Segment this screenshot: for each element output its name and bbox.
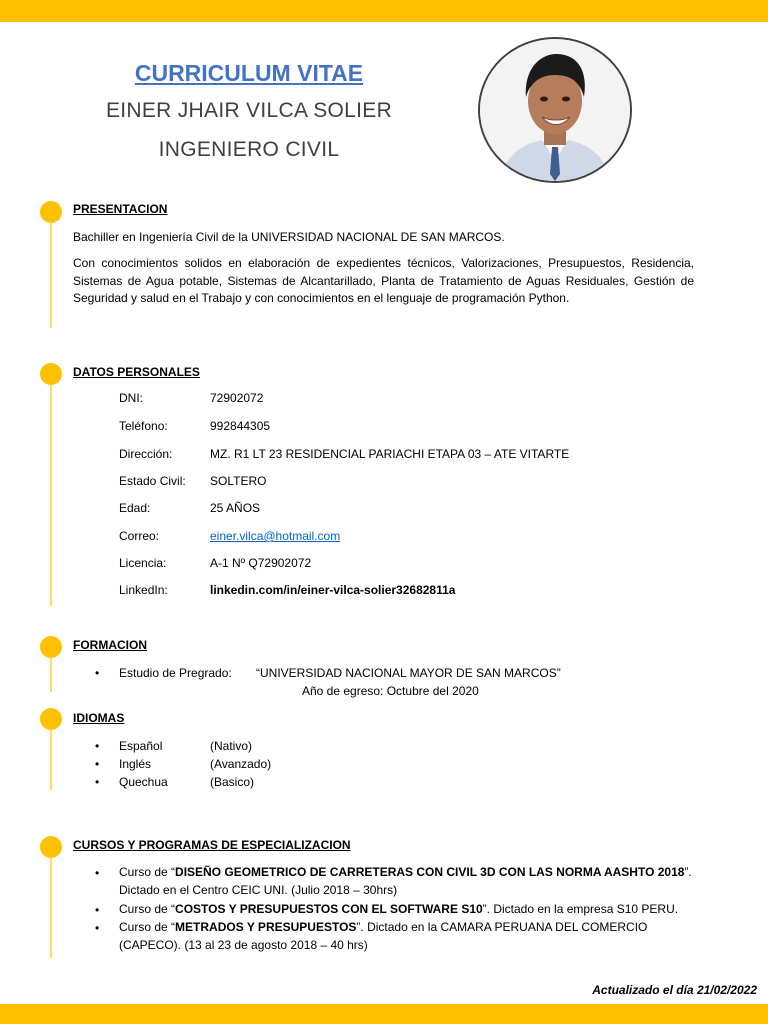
language-name: Español [119,739,163,753]
estado-civil-value: SOLTERO [210,474,267,488]
formacion-year: Año de egreso: Octubre del 2020 [302,684,479,698]
profile-photo-icon [480,39,630,181]
language-level: (Basico) [210,775,255,789]
document-title: CURRICULUM VITAE [134,60,364,86]
email-link[interactable]: einer.vilca@hotmail.com [210,529,341,543]
correo-label: Correo: [119,529,160,543]
timeline-line [50,848,52,958]
bullet: • [95,757,100,771]
timeline-dot [40,836,62,858]
course-name: DISEÑO GEOMETRICO DE CARRETERAS CON CIVIL 3D CON LAS NORMA AASHTO 2018 [175,865,685,879]
language-name: Quechua [119,775,168,789]
course-prefix: Curso de “ [119,920,176,934]
course-prefix: Curso de “ [119,865,176,879]
language-level: (Nativo) [210,739,253,753]
course-name: COSTOS Y PRESUPUESTOS CON EL SOFTWARE S10 [175,902,483,916]
presentacion-text-2: Con conocimientos solidos en elaboración de expedientes técnicos, Valorizaciones, Presupuestos, Residencia, Sistemas de Agua potable, Sistemas de Alcantarillado, Planta de Tratamiento de Aguas Residuales, Gestión de Seguridad y salud en el Trabajo y con conocimientos en el lenguaje de programación Python. [73,256,694,305]
direccion-value: MZ. R1 LT 23 RESIDENCIAL PARIACHI ETAPA 03 – ATE VITARTE [210,447,570,461]
updated-date: Actualizado el día 21/02/2022 [592,983,757,997]
course-details: ”. Dictado en la CAMARA PERUANA DEL COMERCIO (CAPECO). (13 al 23 de agosto 2018 – 40 hrs) [119,920,648,952]
section-title-cursos: CURSOS Y PROGRAMAS DE ESPECIALIZACION [73,838,351,852]
timeline-line [50,720,52,790]
profile-photo [478,37,632,183]
course-item [119,919,709,954]
linkedin-value: linkedin.com/in/einer-vilca-solier32682811a [210,583,456,597]
dni-label: DNI: [119,391,143,405]
timeline-dot [40,708,62,730]
linkedin-label: LinkedIn: [119,583,168,597]
presentacion-text-1: Bachiller en Ingeniería Civil de la UNIVERSIDAD NACIONAL DE SAN MARCOS. [73,230,505,244]
section-title-idiomas: IDIOMAS [73,711,125,725]
person-role: INGENIERO CIVIL [158,138,340,161]
timeline-line [50,374,52,606]
language-name: Inglés [119,757,152,771]
timeline-dot [40,201,62,223]
direccion-label: Dirección: [119,447,173,461]
telefono-label: Teléfono: [119,419,168,433]
course-item [119,864,709,899]
licencia-value: A-1 Nº Q72902072 [210,556,312,570]
edad-value: 25 AÑOS [210,501,261,515]
licencia-label: Licencia: [119,556,167,570]
estado-civil-label: Estado Civil: [119,474,186,488]
dni-value: 72902072 [210,391,264,405]
timeline-dot [40,363,62,385]
bullet: • [95,739,100,753]
language-level: (Avanzado) [210,757,272,771]
course-details: ”. Dictado en el Centro CEIC UNI. (Julio 2018 – 30hrs) [119,865,692,897]
section-title-datos-personales: DATOS PERSONALES [73,365,200,379]
timeline-line [50,212,52,328]
bullet: • [95,666,100,680]
telefono-value: 992844305 [210,419,271,433]
section-title-presentacion: PRESENTACION [73,202,168,216]
section-title-formacion: FORMACION [73,638,147,652]
top-accent-bar [0,0,768,22]
bullet: • [95,866,100,880]
formacion-university: “UNIVERSIDAD NACIONAL MAYOR DE SAN MARCOS” [256,666,561,680]
bullet: • [95,921,100,935]
formacion-label: Estudio de Pregrado: [119,666,232,680]
bottom-accent-bar [0,1004,768,1024]
bullet: • [95,903,100,917]
edad-label: Edad: [119,501,151,515]
course-name: METRADOS Y PRESUPUESTOS [175,920,357,934]
person-name: EINER JHAIR VILCA SOLIER [105,99,393,122]
course-details: ”. Dictado en la empresa S10 PERU. [482,902,679,916]
bullet: • [95,775,100,789]
course-item [119,901,709,919]
timeline-dot [40,636,62,658]
course-prefix: Curso de “ [119,902,176,916]
